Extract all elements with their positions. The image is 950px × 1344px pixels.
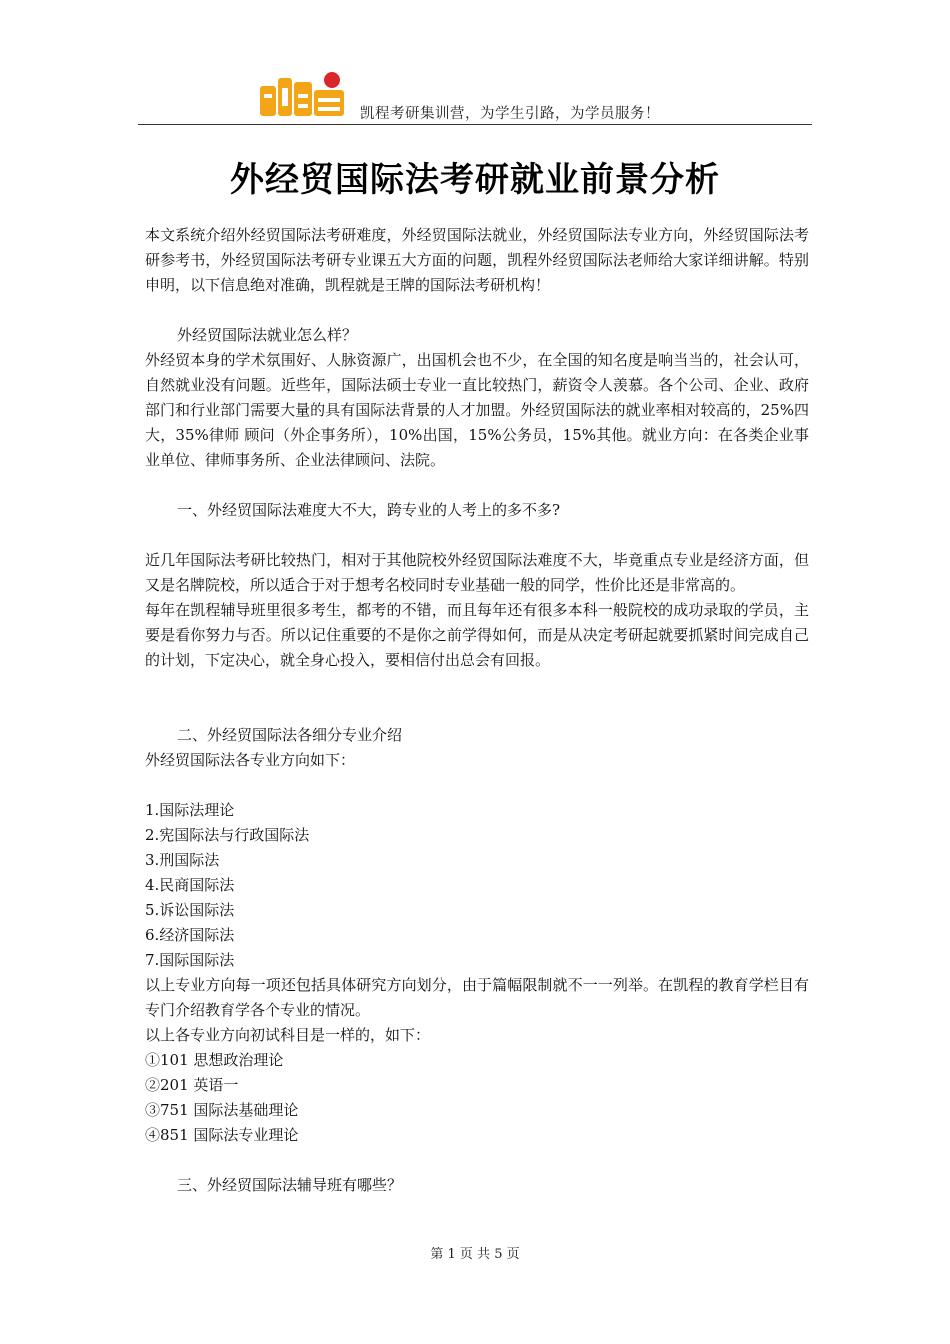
direction-item: 7.国际国际法 [145, 951, 235, 969]
direction-item: 1.国际法理论 [145, 801, 235, 819]
section1-paragraph-2: 每年在凯程辅导班里很多考生，都考的不错，而且每年还有很多本科一般院校的成功录取的学员，主要是看你努力与否。所以记住重要的不是你之前学得如何，而是从决定考研起就要抓紧时间完成自己的计划，下定决心，就全身心投入，要相信付出总会有回报。 [145, 601, 809, 669]
direction-item: 3.刑国际法 [145, 851, 220, 869]
direction-item: 6.经济国际法 [145, 926, 235, 944]
exam-item: ③751 国际法基础理论 [145, 1101, 299, 1119]
section1-heading: 一、外经贸国际法难度大不大，跨专业的人考上的多不多? [177, 501, 561, 519]
page-header [138, 62, 812, 125]
header-slogan: 凯程考研集训营，为学生引路，为学员服务！ [360, 106, 660, 122]
direction-item: 2.宪国际法与行政国际法 [145, 826, 310, 844]
section3-heading: 三、外经贸国际法辅导班有哪些？ [177, 1176, 403, 1194]
exam-item: ①101 思想政治理论 [145, 1051, 284, 1069]
page-footer: 第 1 页 共 5 页 [430, 1247, 520, 1262]
logo-graphic [258, 68, 348, 120]
employment-paragraph: 外经贸本身的学术氛围好、人脉资源广，出国机会也不少，在全国的知名度是响当当的，社会认可，自然就业没有问题。近些年，国际法硕士专业一直比较热门，薪资令人羡慕。各个公司、企业、政府部门和行业部门需要大量的具有国际法背景的人才加盟。外经贸国际法的就业率相对较高的，25%四大，35%律师 顾问（外企事务所），10%出国，15%公务员，15%其他。就业方向：在各类企业事业单位、律师事务所、企业法律顾问、法院。 [145, 351, 809, 469]
direction-item: 4.民商国际法 [145, 876, 235, 894]
kaicheng-logo [258, 68, 348, 120]
intro-paragraph: 本文系统介绍外经贸国际法考研难度，外经贸国际法就业，外经贸国际法专业方向，外经贸国际法考研参考书，外经贸国际法考研专业课五大方面的问题，凯程外经贸国际法老师给大家详细讲解。特别申明，以下信息绝对准确，凯程就是王牌的国际法考研机构！ [145, 226, 809, 294]
exam-item: ④851 国际法专业理论 [145, 1126, 299, 1144]
section2-heading: 二、外经贸国际法各细分专业介绍 [177, 726, 403, 744]
directions-lead: 外经贸国际法各专业方向如下： [145, 751, 356, 769]
employment-heading: 外经贸国际法就业怎么样？ [177, 326, 358, 344]
section1-paragraph-1: 近几年国际法考研比较热门，相对于其他院校外经贸国际法难度不大，毕竟重点专业是经济方面，但又是名牌院校，所以适合于对于想考名校同时专业基础一般的同学，性价比还是非常高的。 [145, 551, 809, 594]
exam-lead: 以上各专业方向初试科目是一样的，如下： [145, 1026, 431, 1044]
article-body [145, 223, 809, 1198]
direction-item: 5.诉讼国际法 [145, 901, 235, 919]
directions-note: 以上专业方向每一项还包括具体研究方向划分，由于篇幅限制就不一一列举。在凯程的教育学栏目有专门介绍教育学各个专业的情况。 [145, 976, 809, 1019]
exam-item: ②201 英语一 [145, 1076, 239, 1094]
page-title: 外经贸国际法考研就业前景分析 [230, 160, 720, 200]
